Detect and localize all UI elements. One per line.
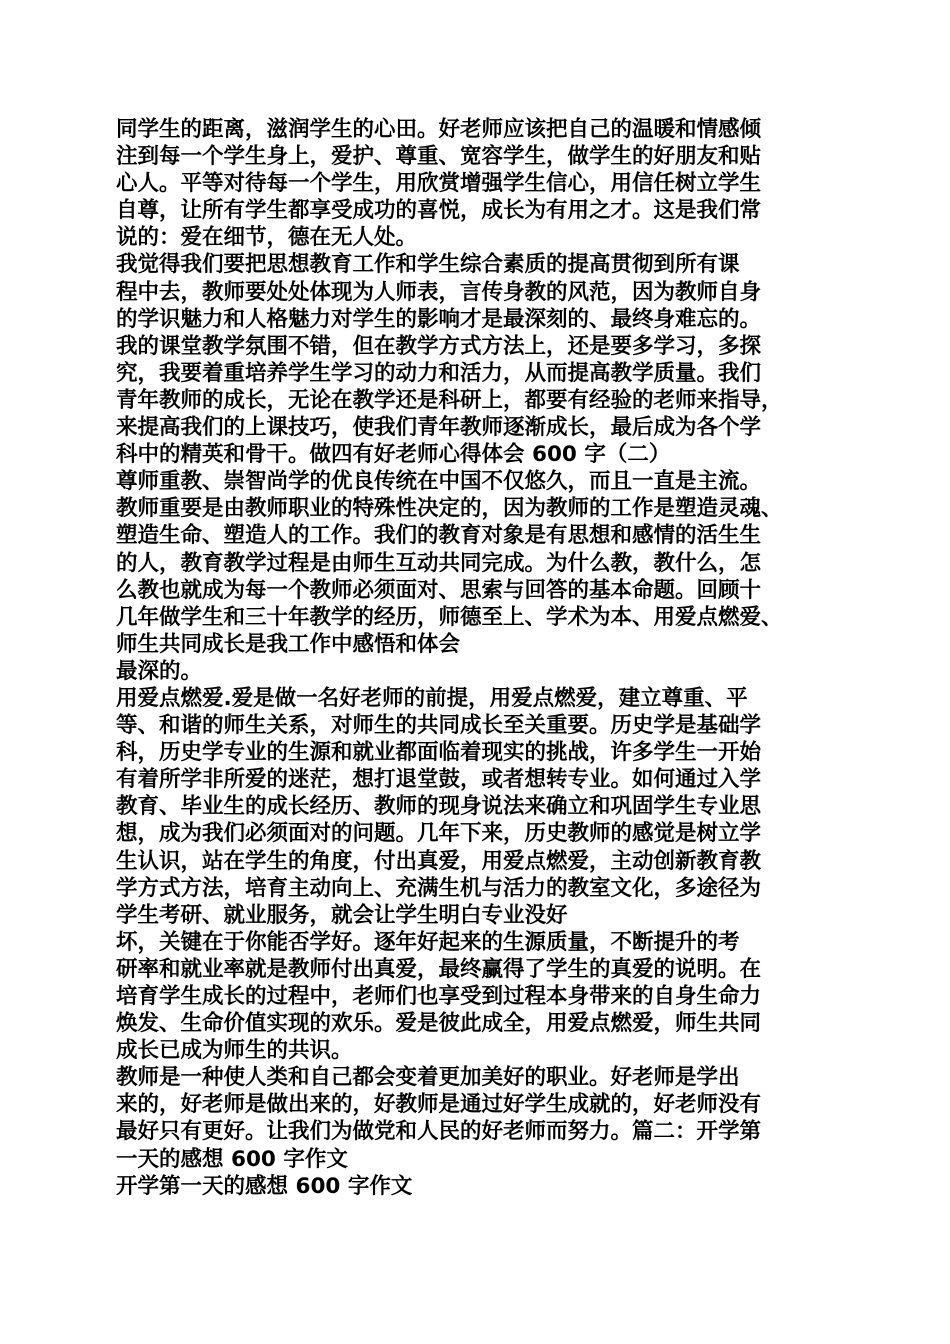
text-line: 注到每一个学生身上，爱护、尊重、宽容学生，做学生的好朋友和贴 (116, 144, 762, 170)
body-text (116, 116, 842, 1200)
text-line: 师生共同成长是我工作中感悟和体会 (116, 631, 461, 657)
text-line: 培育学生成长的过程中，老师们也享受到过程本身带来的自身生命力 (116, 984, 762, 1009)
text-line: 教师是一种使人类和自己都会变着更加美好的职业。好老师是学出 (116, 1065, 740, 1091)
text-line: 坏，关键在于你能否学好。逐年好起来的生源质量，不断提升的考 (116, 929, 740, 955)
text-line: 用爱点燃爱.爱是做一名好老师的前提，用爱点燃爱，建立尊重、平 (116, 685, 748, 711)
text-line: 生认识，站在学生的角度，付出真爱，用爱点燃爱，主动创新教育教 (116, 848, 762, 874)
text-line: 说的：爱在细节，德在无人处。 (116, 225, 418, 251)
text-line: 研率和就业率就是教师付出真爱，最终赢得了学生的真爱的说明。在 (116, 956, 762, 982)
text-line: 我的课堂教学氛围不错，但在教学方式方法上，还是要多学习，多探 (116, 333, 762, 359)
text-line: 尊师重教、崇智尚学的优良传统在中国不仅悠久，而且一直是主流。 (116, 469, 762, 495)
text-line: 塑造生命、塑造人的工作。我们的教育对象是有思想和感情的活生生 (116, 523, 762, 549)
text-line: 最深的。 (116, 658, 203, 684)
text-line: 成长已成为师生的共识。 (116, 1038, 353, 1064)
text-line: 的人，教育教学过程是由师生互动共同完成。为什么教，教什么，怎 (116, 550, 762, 576)
text-line: 科中的精英和骨干。做四有好老师心得体会 600 字（二） (116, 442, 671, 468)
text-line: 来提高我们的上课技巧，使我们青年教师逐渐成长，最后成为各个学 (116, 415, 762, 441)
text-line: 青年教师的成长，无论在教学还是科研上，都要有经验的老师来指导， (116, 387, 783, 413)
text-line: 学生考研、就业服务，就会让学生明白专业没好 (116, 902, 568, 928)
text-line: 究，我要着重培养学生学习的动力和活力，从而提高教学质量。我们 (116, 360, 762, 386)
text-line: 最好只有更好。让我们为做党和人民的好老师而努力。篇二：开学第 (116, 1119, 762, 1145)
text-line: 想，成为我们必须面对的问题。几年下来，历史教师的感觉是树立学 (116, 821, 762, 847)
text-line: 程中去，教师要处处体现为人师表，言传身教的风范，因为教师自身 (116, 279, 762, 305)
text-line: 的学识魅力和人格魅力对学生的影响才是最深刻的、最终身难忘的。 (116, 306, 762, 332)
text-line: 科，历史学专业的生源和就业都面临着现实的挑战，许多学生一开始 (116, 740, 762, 766)
text-line: 教育、毕业生的成长经历、教师的现身说法来确立和巩固学生专业思 (116, 794, 762, 820)
text-line: 教师重要是由教师职业的特殊性决定的，因为教师的工作是塑造灵魂、 (116, 496, 783, 522)
text-line: 几年做学生和三十年教学的经历，师德至上、学术为本、用爱点燃爱、 (116, 604, 783, 630)
text-line: 开学第一天的感想 600 字作文 (116, 1173, 413, 1199)
text-line: 等、和谐的师生关系，对师生的共同成长至关重要。历史学是基础学 (116, 713, 762, 739)
text-line: 同学生的距离，滋润学生的心田。好老师应该把自己的温暖和情感倾 (116, 117, 762, 142)
text-line: 么教也就成为每一个教师必须面对、思索与回答的基本命题。回顾十 (116, 577, 762, 603)
text-line: 来的，好老师是做出来的，好教师是通过好学生成就的，好老师没有 (116, 1092, 762, 1118)
text-line: 一天的感想 600 字作文 (116, 1146, 348, 1172)
text-line: 有着所学非所爱的迷茫，想打退堂鼓，或者想转专业。如何通过入学 (116, 767, 762, 793)
text-line: 我觉得我们要把思想教育工作和学生综合素质的提高贯彻到所有课 (116, 252, 740, 278)
text-line: 焕发、生命价值实现的欢乐。爱是彼此成全，用爱点燃爱，师生共同 (116, 1011, 762, 1037)
text-line: 自尊，让所有学生都享受成功的喜悦，成长为有用之才。这是我们常 (116, 198, 762, 224)
text-line: 心人。平等对待每一个学生，用欣赏增强学生信心，用信任树立学生 (116, 171, 762, 197)
text-line: 学方式方法，培育主动向上、充满生机与活力的教室文化，多途径为 (116, 875, 762, 901)
